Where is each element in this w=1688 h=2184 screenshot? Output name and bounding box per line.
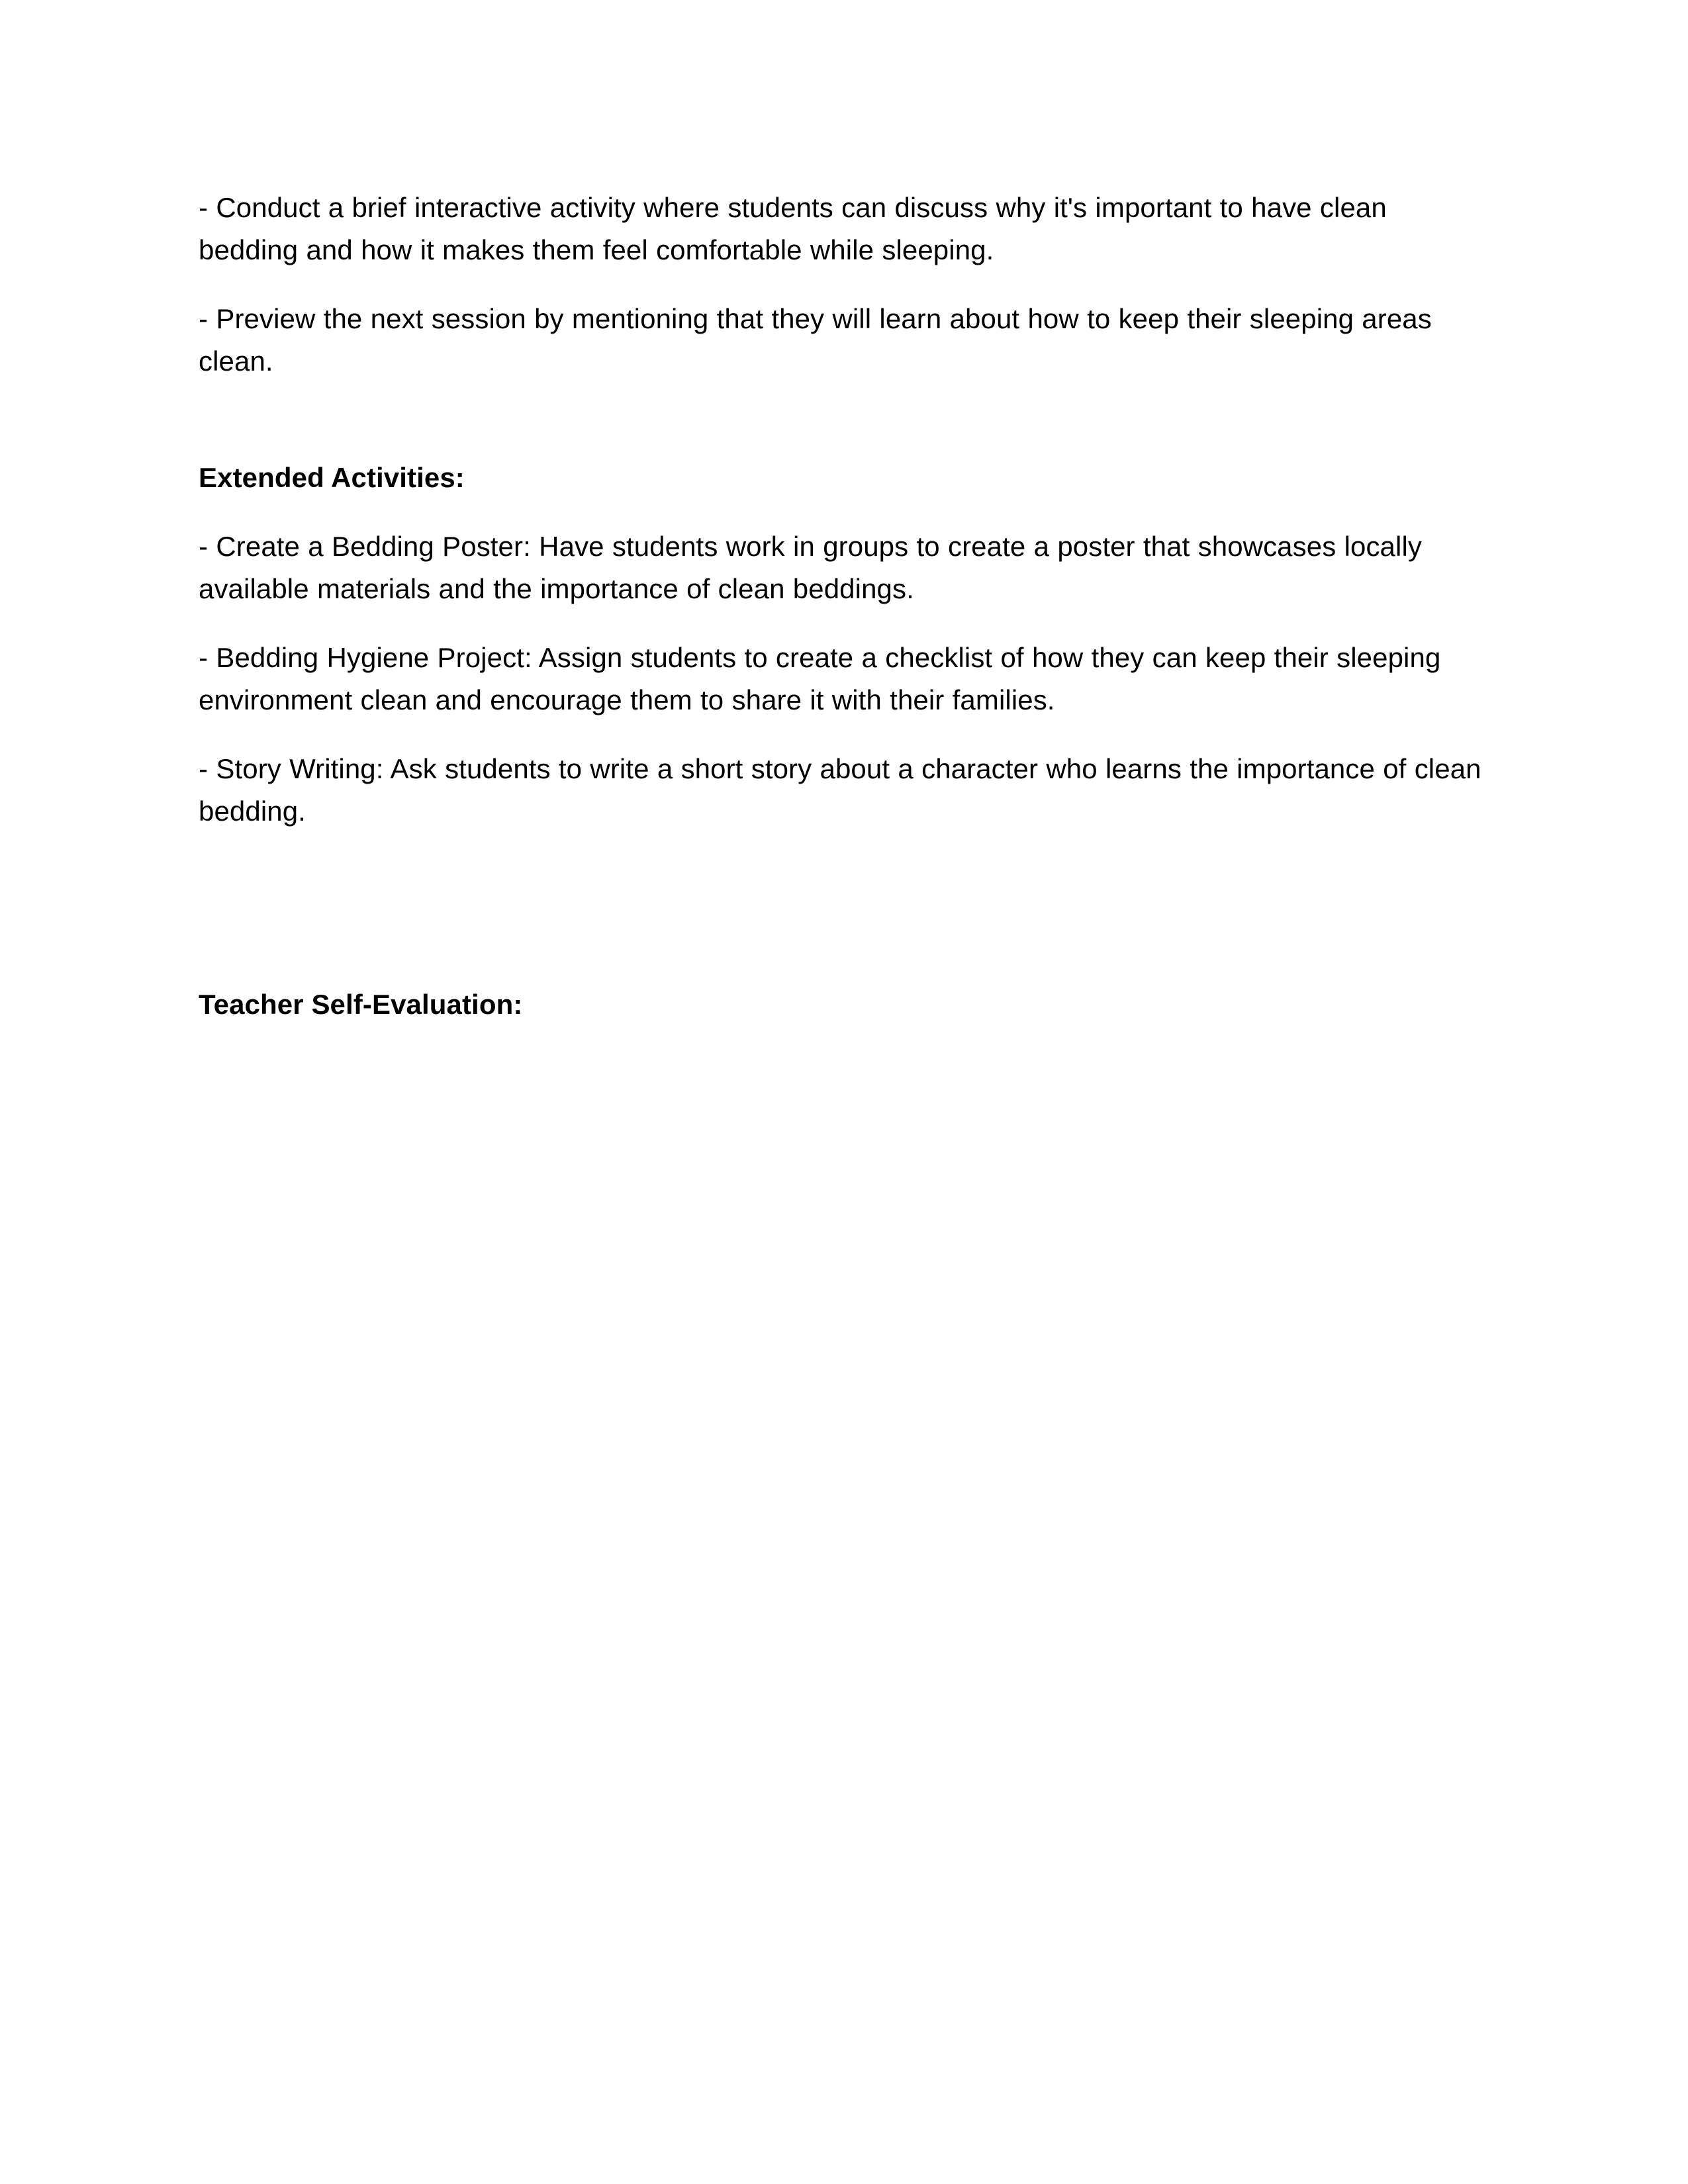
- paragraph-preview-next-session: - Preview the next session by mentioning that they will learn about how to keep their sleeping areas clean.: [199, 303, 1432, 377]
- heading-teacher-self-evaluation: Teacher Self-Evaluation:: [199, 989, 523, 1020]
- paragraph-conduct-activity: - Conduct a brief interactive activity where students can discuss why it's important to have clean bedding and how it makes them feel comfortable while sleeping.: [199, 192, 1387, 265]
- paragraph-bedding-poster: - Create a Bedding Poster: Have students work in groups to create a poster that showcases locally available materials and the importance of clean beddings.: [199, 531, 1422, 604]
- paragraph-story-writing: - Story Writing: Ask students to write a short story about a character who learns the importance of clean bedding.: [199, 753, 1481, 827]
- document-text-body: [199, 187, 1493, 1052]
- heading-extended-activities: Extended Activities:: [199, 462, 465, 493]
- paragraph-bedding-hygiene-project: - Bedding Hygiene Project: Assign students to create a checklist of how they can keep their sleeping environment clean and encourage them to share it with their families.: [199, 642, 1441, 715]
